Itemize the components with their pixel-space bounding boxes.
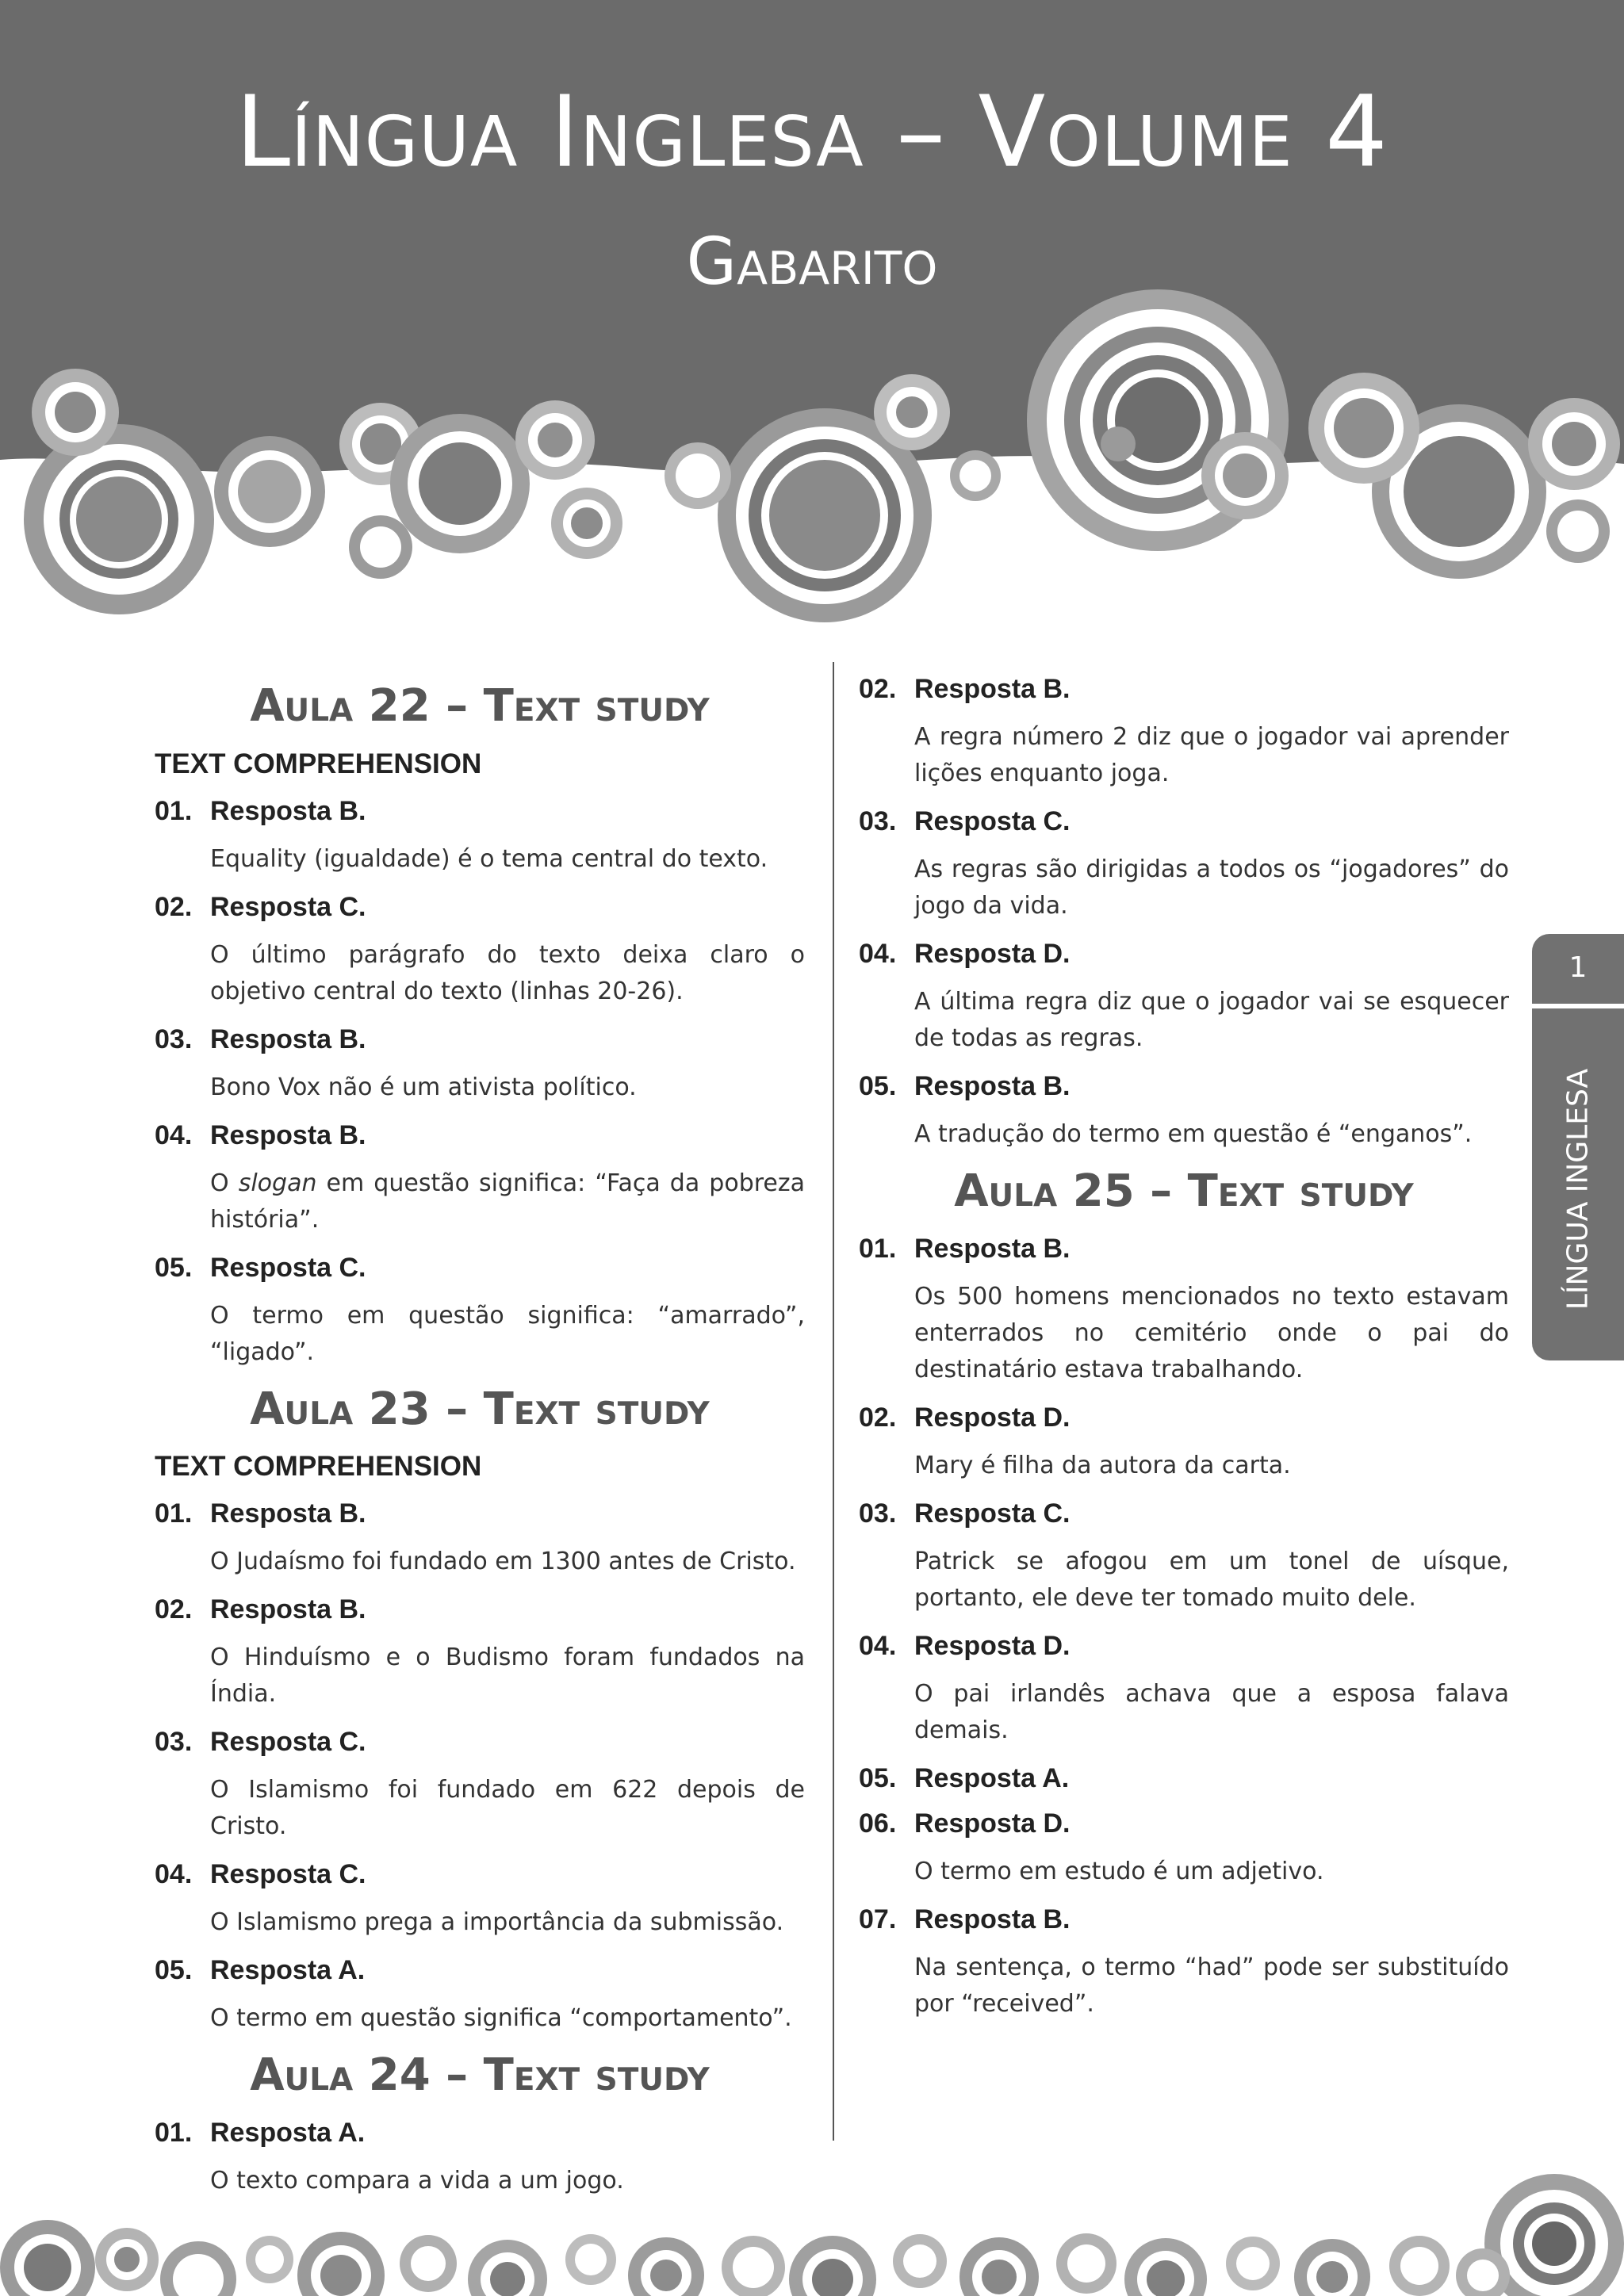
answer-explanation: O texto compara a vida a um jogo. [210,2166,624,2195]
aula-25-heading: Aula 25 – Text study [954,1165,1414,1217]
question-item [859,1402,1509,1484]
page-subtitle: Gabarito [686,224,938,300]
page-title: Língua Inglesa – Volume 4 [235,75,1388,189]
footer-decoration [0,2172,1624,2296]
section-label: TEXT COMPREHENSION [155,748,482,779]
question-item [155,1859,805,1941]
answer-explanation: O Hinduísmo e o Budismo foram fundados na Índia. [210,1644,805,1709]
question-item [859,806,1509,924]
answer-label: Resposta D. [914,1402,1071,1433]
question-item [155,1253,805,1371]
question-number: 02. [155,1594,193,1625]
question-item [859,939,1509,1057]
answer-label: Resposta D. [914,939,1071,969]
answer-explanation: O último parágrafo do texto deixa claro o objetivo central do texto (linhas 20-26). [210,940,805,1005]
answer-label: Resposta B. [914,1233,1071,1264]
question-number: 06. [859,1808,897,1839]
answer-label: Resposta B. [210,1024,366,1054]
question-number: 02. [155,891,193,922]
question-number: 05. [155,1955,193,1986]
answer-explanation: O Judaísmo foi fundado em 1300 antes de Cristo. [210,1548,796,1576]
answer-label: Resposta C. [914,806,1071,836]
question-item [155,1120,805,1238]
question-item [859,1498,1509,1617]
question-number: 04. [859,939,897,969]
answer-label: Resposta B. [914,1071,1071,1101]
aula-24-heading: Aula 24 – Text study [250,2049,710,2102]
italic-term: slogan [238,1169,317,1197]
answer-explanation: Patrick se afogou em um tonel de uísque, portanto, ele deve ter tomado muito dele. [914,1547,1509,1612]
answer-explanation: Na sentença, o termo “had” pode ser substituído por “received”. [914,1953,1509,2018]
question-item [155,1594,805,1712]
question-number: 01. [859,1233,897,1264]
answer-explanation: Equality (igualdade) é o tema central do texto. [210,844,768,873]
question-item [859,1904,1509,2022]
column-divider [833,662,834,2141]
answer-label: Resposta B. [210,1498,366,1529]
answer-label: Resposta A. [210,1955,366,1986]
side-tab-divider [1532,1004,1624,1008]
question-number: 02. [859,1402,897,1433]
side-tab [1532,934,1624,1360]
text-fragment: O [210,1169,239,1197]
question-item [859,1631,1509,1749]
answer-explanation: A última regra diz que o jogador vai se esquecer de todas as regras. [914,988,1509,1052]
answer-explanation [210,1165,805,1238]
answer-explanation: O pai irlandês achava que a esposa falava demais. [914,1679,1509,1744]
answer-explanation: A regra número 2 diz que o jogador vai aprender lições enquanto joga. [914,723,1509,787]
question-item [859,674,1509,792]
question-item [155,796,805,878]
page-number: 1 [1568,951,1588,984]
question-number: 07. [859,1904,897,1934]
left-column [155,674,805,2214]
question-number: 02. [859,674,897,704]
answer-label: Resposta A. [210,2117,366,2148]
question-number: 03. [155,1024,193,1054]
answer-explanation: O Islamismo prega a importância da submissão. [210,1908,784,1937]
right-column [859,674,1509,2037]
question-item [155,892,805,1010]
answer-label: Resposta A. [914,1762,1070,1793]
question-item [859,1763,1509,1794]
answer-explanation: O termo em questão significa “comportamento”. [210,2004,792,2033]
answer-explanation: O termo em estudo é um adjetivo. [914,1857,1324,1885]
question-number: 04. [859,1630,897,1661]
answer-label: Resposta B. [914,1904,1071,1934]
answer-label: Resposta B. [210,1594,366,1625]
question-item [859,1808,1509,1890]
section-label: TEXT COMPREHENSION [155,1451,482,1483]
question-item [859,1071,1509,1153]
question-number: 04. [155,1119,193,1150]
question-item [155,1498,805,1580]
side-tab-label: LÍNGUA INGLESA [1561,1068,1595,1311]
answer-label: Resposta C. [210,1727,366,1758]
question-number: 03. [859,1498,897,1529]
answer-explanation: Mary é filha da autora da carta. [914,1451,1291,1479]
question-number: 04. [155,1859,193,1890]
answer-label: Resposta D. [914,1630,1071,1661]
question-number: 03. [859,806,897,836]
answer-explanation: Os 500 homens mencionados no texto estavam enterrados no cemitério onde o pai do destinatário estava trabalhando. [914,1282,1509,1383]
answer-label: Resposta C. [210,1859,366,1890]
question-number: 01. [155,795,193,826]
question-number: 03. [155,1727,193,1758]
circles-decoration [0,2172,1624,2296]
question-number: 05. [859,1071,897,1101]
answer-label: Resposta C. [914,1498,1071,1529]
answer-explanation: A tradução do termo em questão é “enganos”. [914,1120,1473,1148]
answer-explanation: Bono Vox não é um ativista político. [210,1073,637,1101]
question-item [155,1955,805,2037]
answer-explanation: O termo em questão significa: “amarrado”, “ligado”. [210,1301,805,1366]
aula-22-heading: Aula 22 – Text study [250,680,710,732]
question-item [155,1727,805,1845]
answer-label: Resposta D. [914,1808,1071,1839]
question-item [155,1024,805,1106]
question-number: 05. [859,1762,897,1793]
answer-explanation: O Islamismo foi fundado em 622 depois de Cristo. [210,1776,805,1841]
header-banner [0,0,1624,650]
aula-23-heading: Aula 23 – Text study [250,1383,710,1435]
answer-label: Resposta C. [210,1252,366,1283]
question-number: 01. [155,1498,193,1529]
answer-explanation: As regras são dirigidas a todos os “jogadores” do jogo da vida. [914,855,1509,920]
answer-label: Resposta C. [210,891,366,922]
question-number: 01. [155,2117,193,2148]
question-item [859,1234,1509,1388]
answer-label: Resposta B. [914,674,1071,704]
answer-label: Resposta B. [210,1119,366,1150]
question-number: 05. [155,1252,193,1283]
answer-label: Resposta B. [210,795,366,826]
text-fragment: em questão significa: “Faça da pobreza história”. [210,1169,806,1234]
